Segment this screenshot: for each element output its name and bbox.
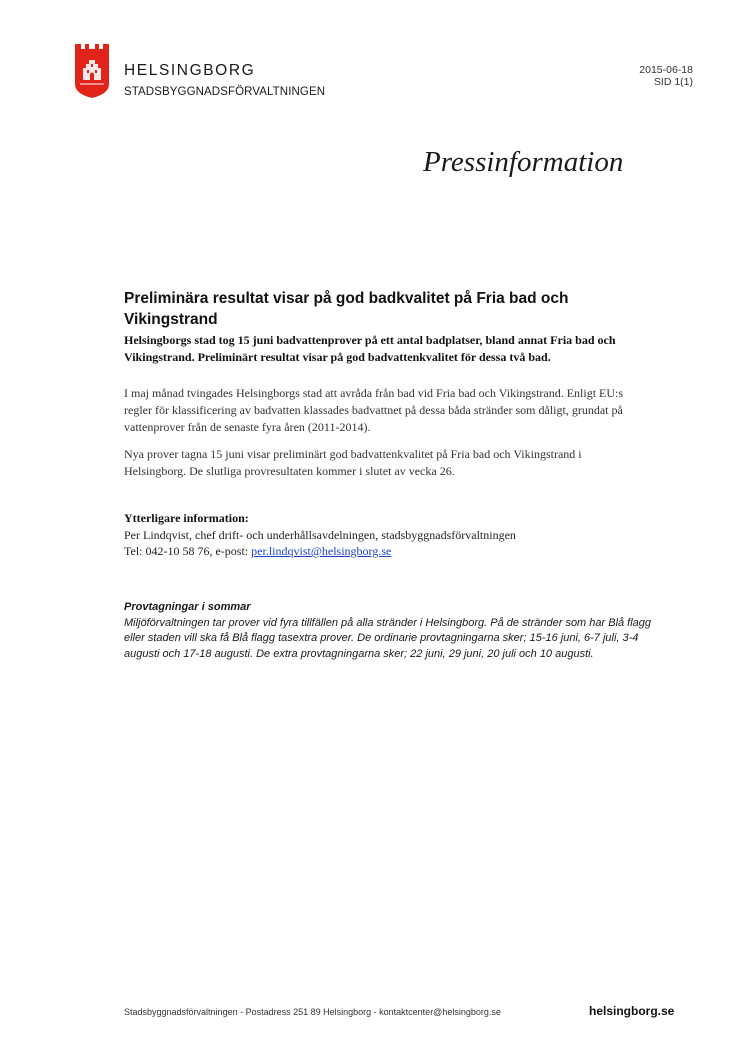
organization-name: HELSINGBORG [124,62,256,79]
footer-website: helsingborg.se [589,1004,675,1018]
footer-address: Stadsbyggnadsförvaltningen - Postadress 251 89 Helsingborg - kontaktcenter@helsingborg.se [124,1007,501,1017]
contact-phone-line [124,543,634,560]
body-paragraph: Nya prover tagna 15 juni visar preliminärt god badvattenkvalitet på Fria bad och Vikingstrand i Helsingborg. De slutliga provresultaten kommer i slutet av vecka 26. [124,447,582,478]
body-paragraph: I maj månad tvingades Helsingborgs stad att avråda från bad vid Fria bad och Vikingstrand. Enligt EU:s regler för klassificering av badvatten klassades badvattnet på dessa båda stränder som dåligt, grundat på vattenprover från de senaste fyra åren (2011-2014). [124,386,624,434]
sampling-info-block [124,600,664,662]
department-name: STADSBYGGNADSFÖRVALTNINGEN [124,86,326,98]
contact-email-link[interactable]: per.lindqvist@helsingborg.se [251,544,392,558]
page-number: SID 1(1) [653,76,693,88]
castle-crest-icon [74,44,110,98]
sampling-text: Miljöförvaltningen tar prover vid fyra tillfällen på alla stränder i Helsingborg. På de stränder som har Blå flagg eller staden vill ska få Blå flagg tasextra prover. De ordinarie provtagningarna sker; 15-16 juni, 6-7 juli, 3-4 augusti och 17-18 augusti. De extra provtagningarna sker; 22 juni, 29 juni, 20 juli och 10 augusti. [124,616,652,660]
sampling-heading: Provtagningar i sommar [124,601,251,613]
lead-paragraph: Helsingborgs stad tog 15 juni badvattenprover på ett antal badplatser, bland annat Fria bad och Vikingstrand. Preliminärt resultat visar på god badvattenkvalitet för dessa två bad. [124,333,616,364]
contact-block [124,510,634,560]
document-type-title: Pressinformation [423,146,624,178]
contact-person: Per Lindqvist, chef drift- och underhållsavdelningen, stadsbyggnadsförvaltningen [124,527,516,542]
headline: Preliminära resultat visar på god badkvalitet på Fria bad och Vikingstrand [124,290,569,328]
document-date: 2015-06-18 [639,64,693,76]
contact-phone: Tel: 042-10 58 76, e-post: [124,544,252,558]
document-meta [639,64,693,88]
contact-label: Ytterligare information: [124,511,249,525]
